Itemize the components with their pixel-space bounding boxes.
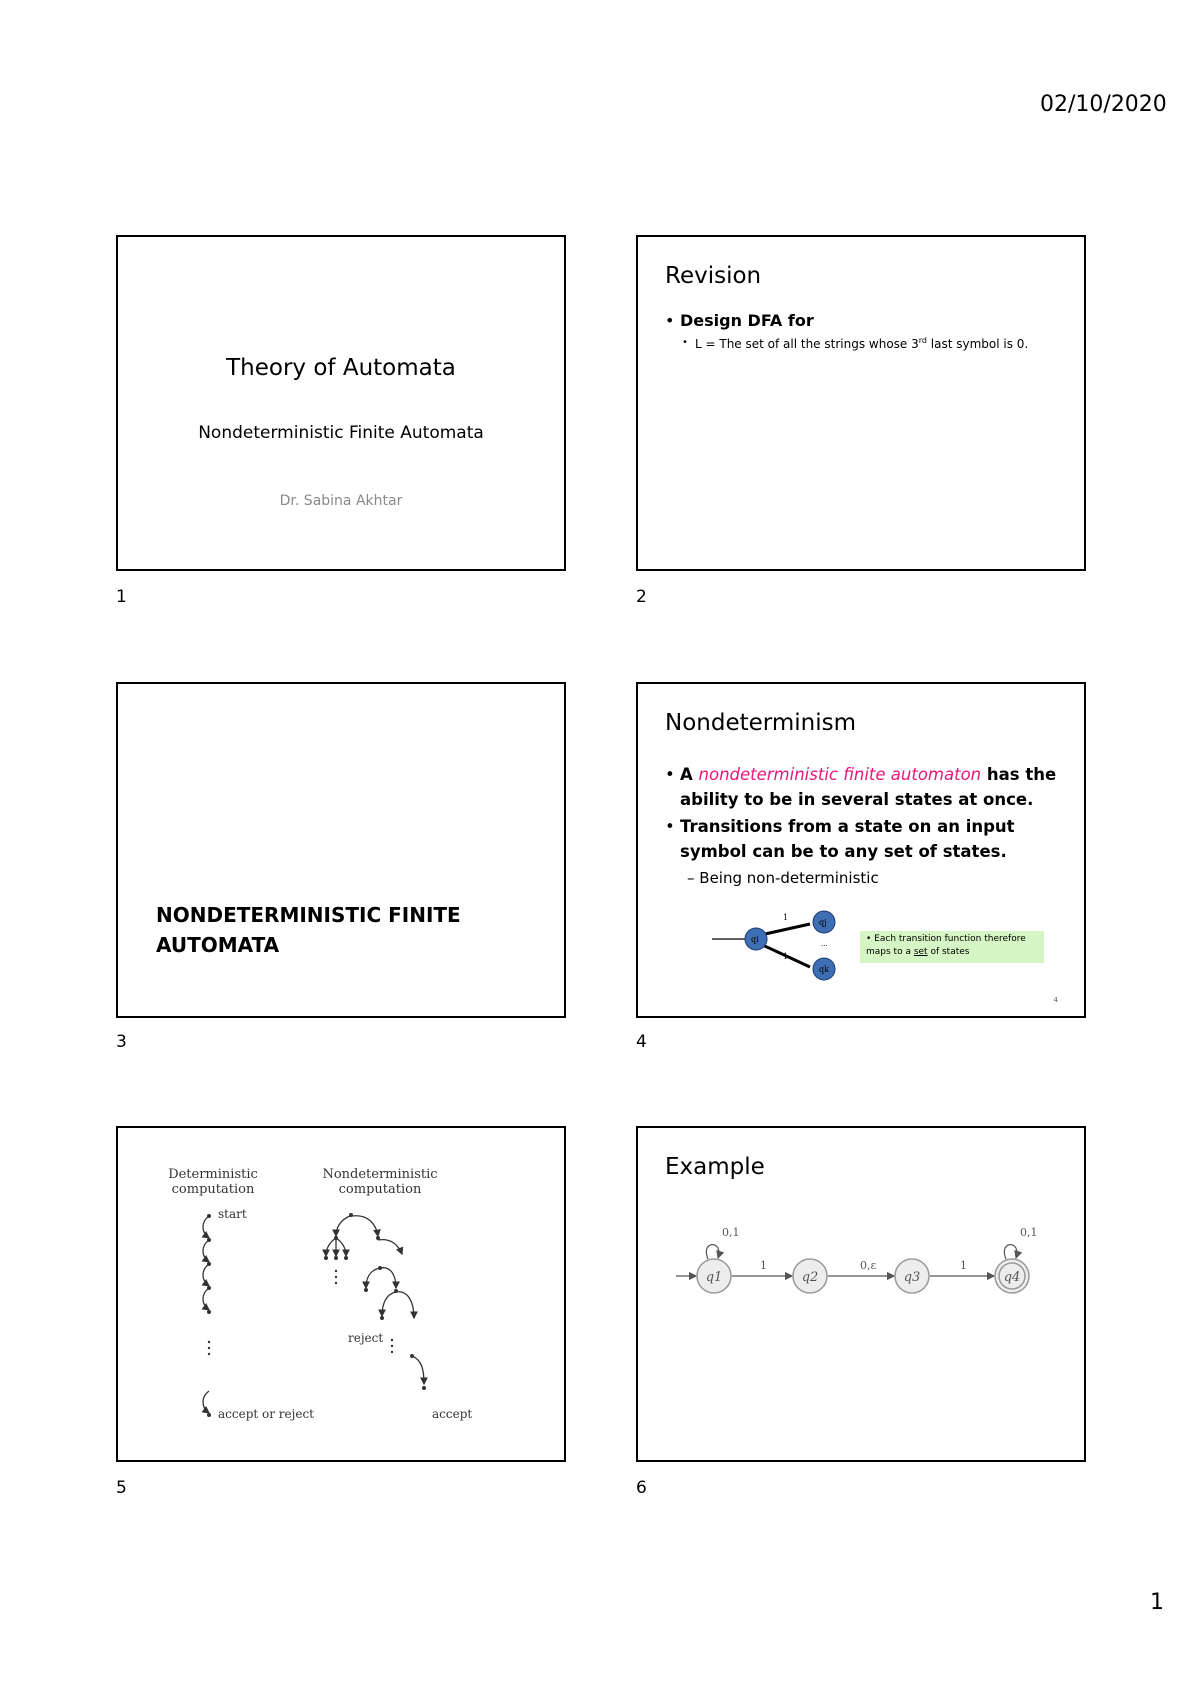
nondeterministic-label-1: Nondeterministic bbox=[322, 1167, 438, 1182]
bullet: • A nondeterministic finite automaton has the ability to be in several states at once. bbox=[665, 762, 1066, 812]
slide-3[interactable] bbox=[116, 682, 566, 1018]
state-q3-label: q3 bbox=[903, 1270, 921, 1285]
slide-2[interactable] bbox=[636, 235, 1086, 571]
transition-label-q1-q2: 1 bbox=[760, 1259, 767, 1272]
slide-6[interactable] bbox=[636, 1126, 1086, 1462]
state-q4-label: q4 bbox=[1003, 1270, 1021, 1285]
deterministic-chain bbox=[203, 1216, 209, 1413]
slide-title: Theory of Automata bbox=[226, 355, 456, 381]
transition-label-q3-q4: 1 bbox=[960, 1259, 967, 1272]
slide-4[interactable] bbox=[636, 682, 1086, 1018]
slide-title: Nondeterminism bbox=[665, 710, 856, 736]
deterministic-label-2: computation bbox=[171, 1182, 255, 1197]
self-loop-label-q4: 0,1 bbox=[1020, 1226, 1038, 1239]
edge-label-lower: 1 bbox=[783, 952, 789, 961]
bullet: • Transitions from a state on an input symbol can be to any set of states. bbox=[665, 814, 1066, 864]
section-title: NONDETERMINISTIC FINITE AUTOMATA bbox=[156, 903, 461, 957]
reject-label: reject bbox=[348, 1331, 384, 1345]
slide-footnote: 4 bbox=[1053, 996, 1058, 1004]
accept-or-reject-label: accept or reject bbox=[218, 1407, 314, 1421]
slide-1[interactable] bbox=[116, 235, 566, 571]
state-qi-label: qi bbox=[751, 935, 759, 944]
accept-label: accept bbox=[432, 1407, 473, 1421]
slide-title: Revision bbox=[665, 263, 762, 289]
slide-author: Dr. Sabina Akhtar bbox=[279, 493, 403, 509]
slide-number: 3 bbox=[116, 1032, 127, 1052]
state-qj-label: qj bbox=[819, 918, 827, 927]
state-qk-label: qk bbox=[819, 965, 829, 974]
start-label: start bbox=[218, 1207, 247, 1221]
self-loop-label-q1: 0,1 bbox=[722, 1226, 740, 1239]
nondeterministic-label-2: computation bbox=[338, 1182, 422, 1197]
computation-tree-diagram bbox=[118, 1128, 566, 1462]
bullet: • Design DFA for bbox=[665, 311, 1066, 330]
nondeterministic-tree bbox=[326, 1216, 424, 1384]
nfa-example-diagram bbox=[638, 1128, 1086, 1462]
edge-label-upper: 1 bbox=[783, 913, 789, 922]
state-q1-label: q1 bbox=[705, 1270, 723, 1285]
slide-number: 4 bbox=[636, 1032, 647, 1052]
header-date: 02/10/2020 bbox=[1040, 92, 1167, 117]
sub-bullet: • L = The set of all the strings whose 3rd last symbol is 0. bbox=[665, 336, 1066, 351]
note-box: • Each transition function therefore maps to a set of states bbox=[860, 931, 1044, 963]
slide-number: 2 bbox=[636, 587, 647, 607]
state-q2-label: q2 bbox=[801, 1270, 819, 1285]
page-number: 1 bbox=[1150, 1590, 1164, 1615]
deterministic-label-1: Deterministic bbox=[168, 1167, 258, 1182]
slide-number: 1 bbox=[116, 587, 127, 607]
slide-subtitle: Nondeterministic Finite Automata bbox=[198, 423, 484, 443]
slide-5[interactable] bbox=[116, 1126, 566, 1462]
sub-bullet: – Being non-deterministic bbox=[687, 869, 879, 887]
transition-label-q2-q3: 0,ε bbox=[860, 1259, 877, 1272]
slide-number: 5 bbox=[116, 1478, 127, 1498]
state-dots: ... bbox=[821, 940, 828, 948]
slide-title: Example bbox=[665, 1154, 765, 1180]
nfa-transition-diagram bbox=[638, 684, 1086, 1018]
slide-number: 6 bbox=[636, 1478, 647, 1498]
